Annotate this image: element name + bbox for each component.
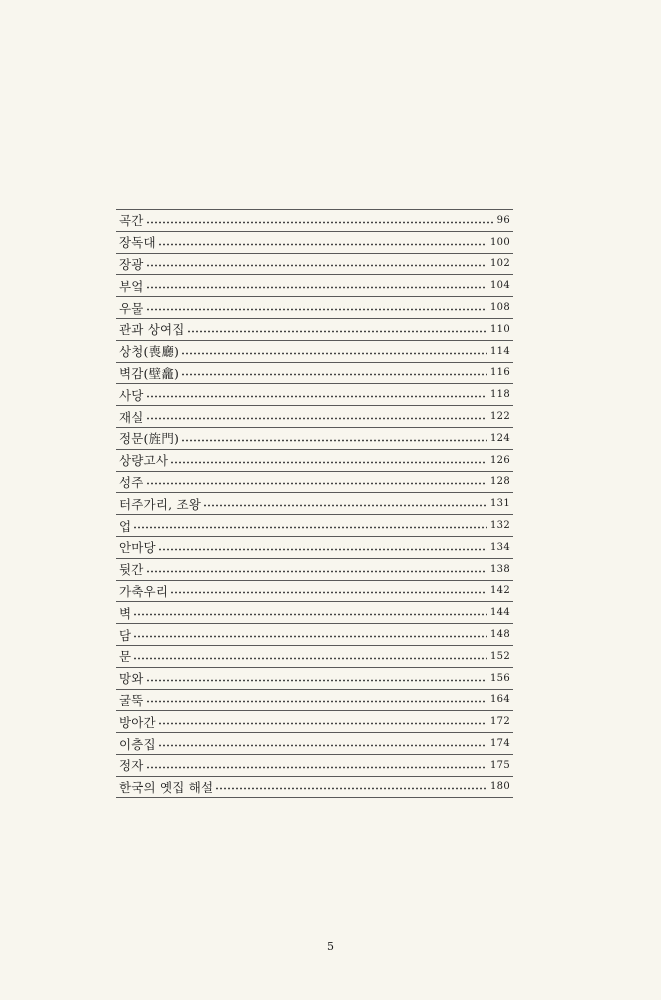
- toc-entry-title: 재실: [119, 409, 144, 425]
- dot-leader: [146, 286, 487, 289]
- toc-entry: [116, 689, 513, 711]
- dot-leader: [158, 722, 487, 725]
- dot-leader: [181, 373, 487, 376]
- toc-entry: [116, 732, 513, 754]
- toc-entry: [116, 580, 513, 602]
- dot-leader: [203, 504, 487, 507]
- toc-entry-page: 174: [490, 738, 510, 750]
- dot-leader: [146, 482, 487, 485]
- toc-entry: [116, 471, 513, 493]
- toc-entry-title: 망와: [119, 671, 144, 687]
- toc-entry-page: 144: [490, 607, 510, 619]
- toc-entry: [116, 449, 513, 471]
- toc-entry-title: 터주가리, 조왕: [119, 496, 201, 512]
- dot-leader: [170, 461, 487, 464]
- toc-entry-page: 156: [490, 672, 510, 684]
- toc-entry: [116, 427, 513, 449]
- page-number: 5: [327, 940, 334, 953]
- toc-entry-page: 124: [490, 432, 510, 444]
- toc-entry: [116, 667, 513, 689]
- toc-entry-title: 굴뚝: [119, 692, 144, 708]
- toc-entry-page: 108: [490, 302, 510, 314]
- toc-entry-page: 104: [490, 280, 510, 292]
- toc-entry-page: 172: [490, 716, 510, 728]
- toc-entry-page: 110: [490, 323, 510, 335]
- dot-leader: [181, 352, 487, 355]
- toc-entry-page: 164: [490, 694, 510, 706]
- toc-entry: [116, 405, 513, 427]
- toc-entry: [116, 623, 513, 645]
- dot-leader: [146, 679, 487, 682]
- toc-entry-title: 이층집: [119, 736, 156, 752]
- dot-leader: [146, 308, 487, 311]
- toc-entry-title: 관과 상여집: [119, 322, 185, 338]
- toc-entry-title: 뒷간: [119, 562, 144, 578]
- toc-entry-title: 상량고사: [119, 453, 169, 469]
- toc-entry-title: 곡간: [119, 213, 144, 229]
- toc-entry: [116, 340, 513, 362]
- toc-entry-title: 부엌: [119, 278, 144, 294]
- toc-entry-title: 가축우리: [119, 583, 169, 599]
- toc-entry-title: 벽: [119, 605, 132, 621]
- toc-entry: [116, 253, 513, 275]
- toc-entry-page: 148: [490, 629, 510, 641]
- toc-entry: [116, 776, 513, 798]
- dot-leader: [133, 526, 487, 529]
- toc-entry: [116, 209, 513, 231]
- dot-leader: [158, 744, 487, 747]
- dot-leader: [133, 657, 487, 660]
- toc-entry-page: 132: [490, 520, 510, 532]
- toc-entry: [116, 601, 513, 623]
- table-of-contents: [116, 209, 513, 798]
- toc-entry-title: 장광: [119, 256, 144, 272]
- toc-entry: [116, 536, 513, 558]
- toc-entry-page: 114: [490, 345, 510, 357]
- toc-entry-title: 업: [119, 518, 132, 534]
- toc-entry: [116, 362, 513, 384]
- toc-entry-title: 담: [119, 627, 132, 643]
- toc-entry-page: 100: [490, 236, 510, 248]
- dot-leader: [146, 264, 487, 267]
- dot-leader: [170, 591, 487, 594]
- dot-leader: [133, 635, 487, 638]
- toc-entry: [116, 318, 513, 340]
- toc-entry-page: 180: [490, 781, 510, 793]
- dot-leader: [146, 221, 494, 224]
- toc-entry-page: 138: [490, 563, 510, 575]
- toc-entry: [116, 383, 513, 405]
- toc-entry-page: 102: [490, 258, 510, 270]
- toc-entry: [116, 710, 513, 732]
- toc-entry-page: 122: [490, 411, 510, 423]
- toc-entry-page: 131: [490, 498, 510, 510]
- toc-entry: [116, 514, 513, 536]
- toc-entry-page: 142: [490, 585, 510, 597]
- toc-entry-title: 정문(旌門): [119, 431, 180, 447]
- toc-entry-title: 한국의 옛집 해설: [119, 779, 214, 795]
- toc-entry-title: 장독대: [119, 235, 156, 251]
- dot-leader: [146, 700, 487, 703]
- toc-entry-title: 문: [119, 649, 132, 665]
- toc-entry-page: 128: [490, 476, 510, 488]
- dot-leader: [146, 766, 487, 769]
- dot-leader: [187, 330, 487, 333]
- toc-entry: [116, 558, 513, 580]
- toc-entry-title: 상청(喪廳): [119, 344, 180, 360]
- dot-leader: [133, 613, 487, 616]
- toc-entry-title: 안마당: [119, 540, 156, 556]
- dot-leader: [215, 787, 487, 790]
- toc-entry-page: 175: [490, 759, 510, 771]
- toc-entry-page: 134: [490, 541, 510, 553]
- toc-entry-title: 우물: [119, 300, 144, 316]
- toc-entry-page: 152: [490, 650, 510, 662]
- toc-entry-title: 벽감(壁龕): [119, 365, 180, 381]
- toc-entry-title: 사당: [119, 387, 144, 403]
- toc-entry-title: 성주: [119, 474, 144, 490]
- dot-leader: [146, 417, 487, 420]
- toc-entry-page: 96: [496, 214, 510, 226]
- dot-leader: [181, 439, 487, 442]
- toc-entry-page: 118: [490, 389, 510, 401]
- toc-entry: [116, 754, 513, 776]
- toc-entry: [116, 492, 513, 514]
- toc-entry: [116, 274, 513, 296]
- toc-entry-title: 정자: [119, 758, 144, 774]
- toc-entry: [116, 231, 513, 253]
- dot-leader: [146, 570, 487, 573]
- toc-entry: [116, 296, 513, 318]
- dot-leader: [158, 548, 487, 551]
- dot-leader: [146, 395, 487, 398]
- dot-leader: [158, 243, 487, 246]
- toc-entry-page: 126: [490, 454, 510, 466]
- toc-entry: [116, 645, 513, 667]
- toc-entry-title: 방아간: [119, 714, 156, 730]
- toc-entry-page: 116: [490, 367, 510, 379]
